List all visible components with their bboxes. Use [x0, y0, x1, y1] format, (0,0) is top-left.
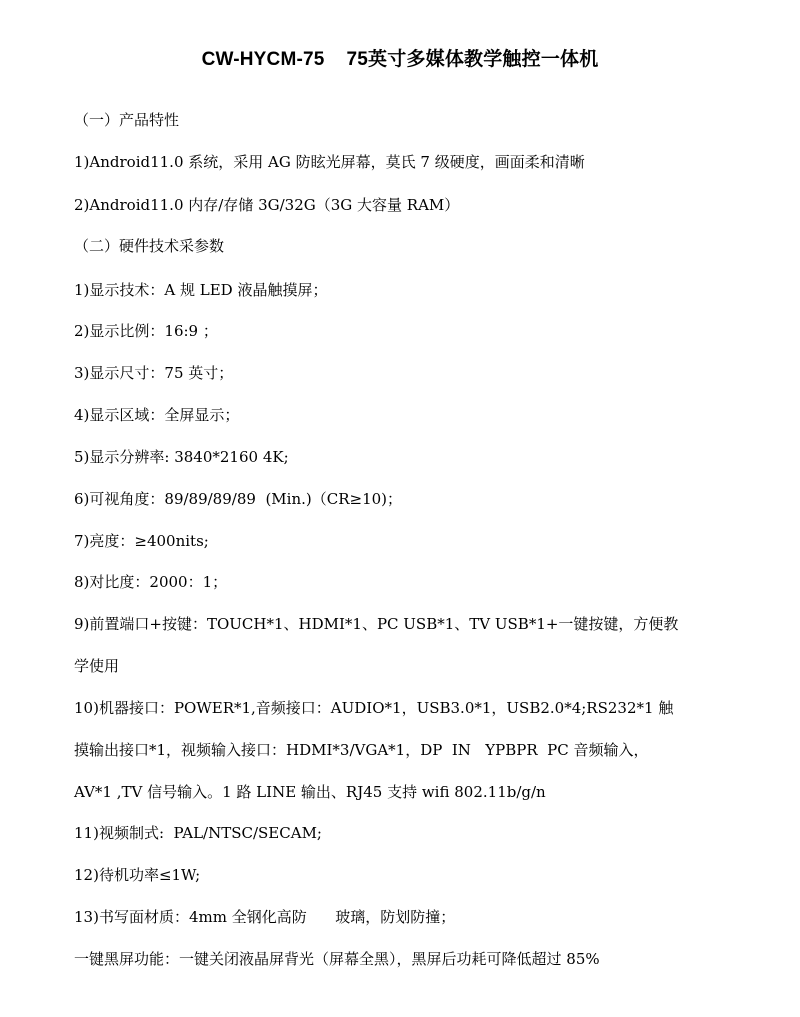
feature-line-1: 1)Android11.0 系统，采用 AG 防眩光屏幕，莫氏 7 级硬度，画面柔和清晰	[74, 153, 585, 171]
spec-line-machine-ports-cont-1: 摸输出接口*1，视频输入接口：HDMI*3/VGA*1，DP IN YPBPR PC 音频输入，	[74, 741, 649, 759]
spec-line-display-size: 3)显示尺寸：75 英寸；	[74, 364, 234, 382]
section-heading-hardware-specs: （二）硬件技术采参数	[74, 237, 225, 255]
spec-line-machine-ports-cont-2: AV*1 ,TV 信号输入。1 路 LINE 输出、RJ45 支持 wifi 802.11b/g/n	[74, 783, 546, 801]
spec-line-writing-surface: 13)书写面材质：4mm 全钢化高防 玻璃，防划防撞；	[74, 908, 456, 926]
spec-line-viewing-angle: 6)可视角度：89/89/89/89 (Min.)（CR≥10)；	[74, 490, 403, 508]
spec-line-resolution: 5)显示分辨率: 3840*2160 4K;	[74, 448, 289, 466]
spec-line-aspect-ratio: 2)显示比例：16:9 ；	[74, 322, 218, 340]
spec-line-front-ports-cont: 学使用	[74, 657, 120, 675]
document-title: CW-HYCM-75 75英寸多媒体教学触控一体机	[201, 49, 599, 70]
spec-line-display-area: 4)显示区域：全屏显示；	[74, 406, 240, 424]
spec-line-standby-power: 12)待机功率≤1W;	[74, 866, 201, 884]
spec-line-contrast: 8)对比度：2000：1；	[74, 573, 228, 591]
feature-line-2: 2)Android11.0 内存/存储 3G/32G（3G 大容量 RAM）	[74, 196, 460, 214]
section-heading-product-features: （一）产品特性	[74, 111, 180, 129]
spec-line-front-ports: 9)前置端口+按键：TOUCH*1、HDMI*1、PC USB*1、TV USB*1+一键按键，方便教	[74, 615, 679, 633]
spec-line-machine-ports: 10)机器接口：POWER*1,音频接口：AUDIO*1，USB3.0*1，USB2.0*4;RS232*1 触	[74, 699, 674, 717]
spec-line-video-format: 11)视频制式: PAL/NTSC/SECAM;	[74, 824, 322, 842]
spec-line-brightness: 7)亮度：≥400nits;	[74, 532, 209, 550]
spec-line-display-tech: 1)显示技术：A 规 LED 液晶触摸屏；	[74, 281, 328, 299]
spec-line-one-key-black-screen: 一键黑屏功能：一键关闭液晶屏背光（屏幕全黑），黑屏后功耗可降低超过 85%	[74, 950, 600, 968]
